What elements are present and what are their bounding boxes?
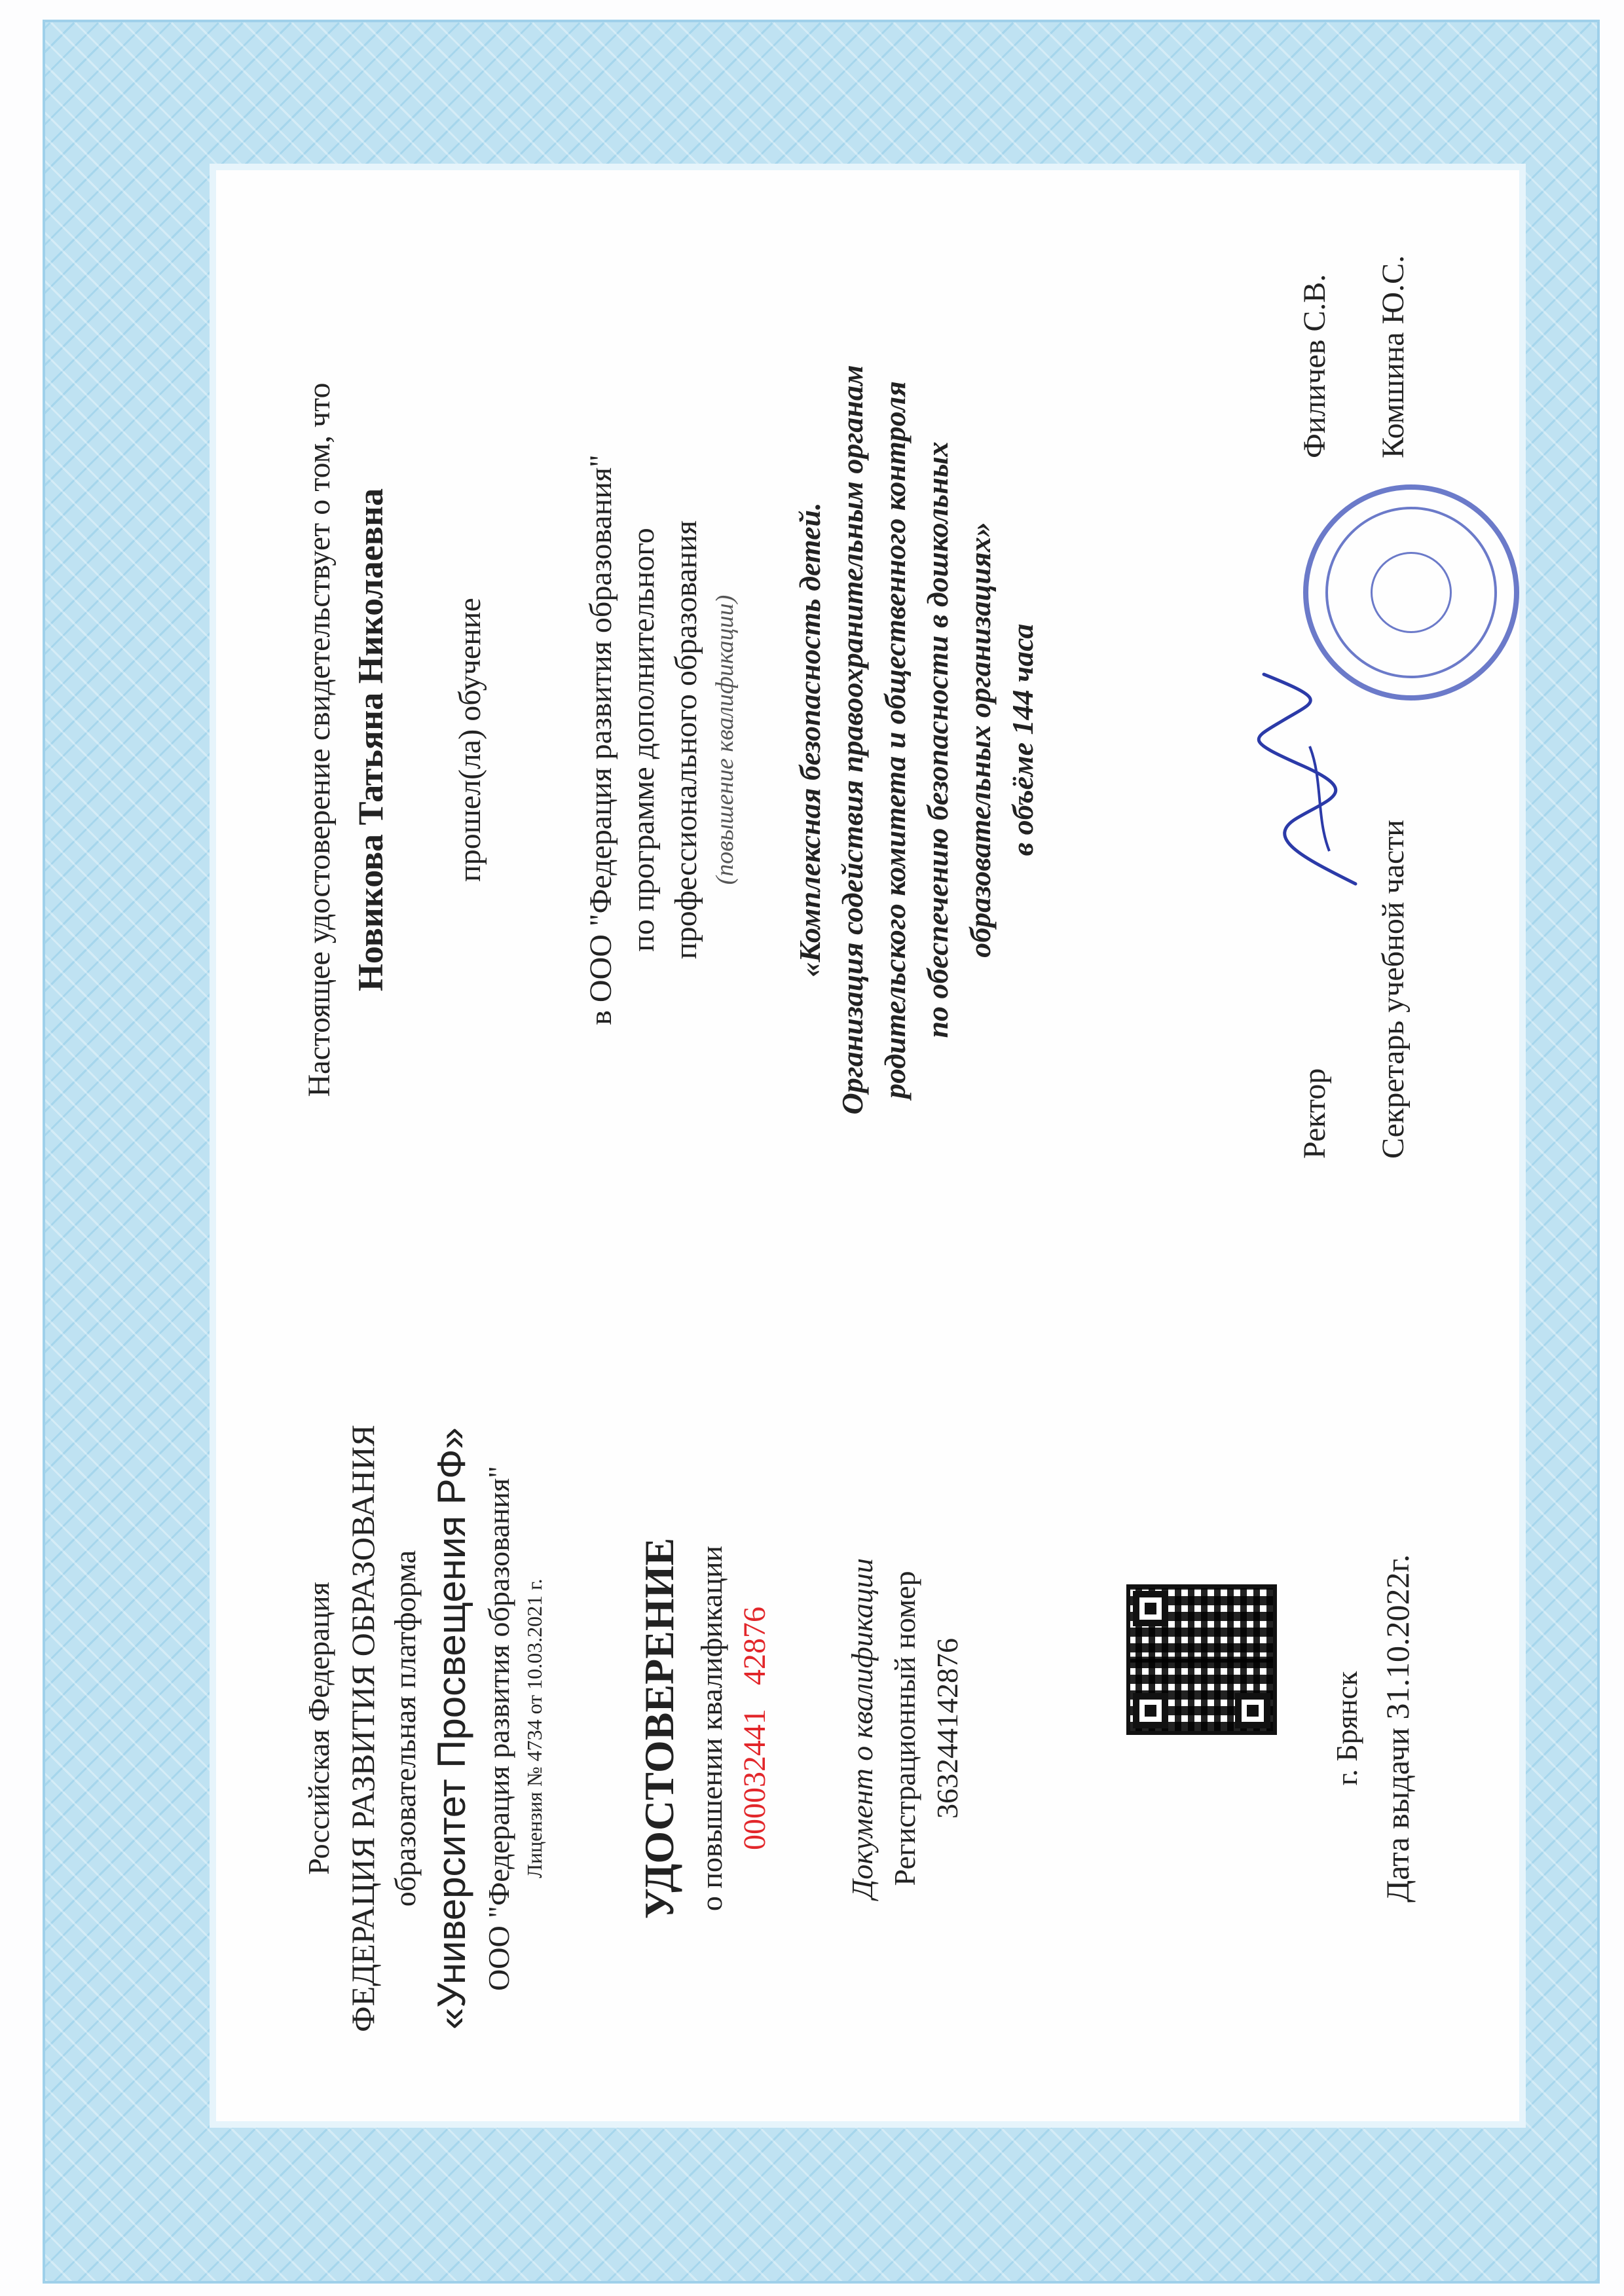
rector-title: Ректор bbox=[1297, 1068, 1332, 1159]
person-name: Новикова Татьяна Николаевна bbox=[351, 488, 390, 992]
registration-label: Регистрационный номер bbox=[888, 1571, 921, 1886]
country-label: Российская Федерация bbox=[302, 1582, 335, 1875]
license-line: Лицензия № 4734 от 10.03.2021 г. bbox=[523, 1578, 546, 1878]
series-number: 000032441 bbox=[737, 1709, 772, 1850]
secretary-name: Комшина Ю.С. bbox=[1376, 255, 1411, 458]
document-number bbox=[737, 1336, 773, 2121]
certificate-sheet bbox=[216, 170, 1519, 2121]
program-type: (повышение квалификации) bbox=[711, 594, 739, 885]
organization-line: в ООО "Федерация развития образования" bbox=[583, 454, 618, 1025]
official-stamp bbox=[1303, 484, 1519, 701]
course-hours: в объёме 144 часа bbox=[1006, 623, 1039, 856]
program-line-2: профессионального образования bbox=[669, 520, 703, 960]
course-title-1: «Комплексная безопасность детей. bbox=[793, 502, 826, 977]
program-line-1: по программе дополнительного bbox=[626, 528, 661, 952]
course-title-4: по обеспечению безопасности в дошкольных bbox=[921, 441, 954, 1038]
secretary-title: Секретарь учебной части bbox=[1376, 820, 1411, 1159]
platform-label: образовательная платформа bbox=[388, 1550, 422, 1907]
trained-text: прошел(ла) обучение bbox=[452, 598, 487, 882]
federation-label: ФЕДЕРАЦИЯ РАЗВИТИЯ ОБРАЗОВАНИЯ bbox=[344, 1425, 381, 2032]
certificate-number: 42876 bbox=[737, 1607, 772, 1685]
qr-code bbox=[1126, 1584, 1277, 1735]
city-label: г. Брянск bbox=[1330, 1671, 1363, 1786]
document-subtitle: о повышении квалификации bbox=[695, 1545, 728, 1912]
intro-text: Настоящее удостоверение свидетельствует о том, что bbox=[302, 382, 337, 1097]
registration-number: 363244142876 bbox=[931, 1638, 964, 1819]
course-title-3: родительского комитета и общественного контроля bbox=[878, 381, 912, 1099]
organization-name: ООО "Федерация развития образования" bbox=[482, 1466, 515, 1991]
document-title: УДОСТОВЕРЕНИЕ bbox=[636, 1537, 682, 1920]
issue-date: Дата выдачи 31.10.2022г. bbox=[1379, 1554, 1416, 1903]
course-title-5: образовательных организациях» bbox=[963, 522, 997, 958]
course-title-2: Организация содействия правоохранительным органам bbox=[836, 365, 869, 1115]
rector-name: Филичев С.В. bbox=[1297, 274, 1332, 458]
certificate-content bbox=[216, 170, 1519, 2121]
document-type: Документ о квалификации bbox=[845, 1558, 879, 1899]
platform-name: «Университет Просвещения РФ» bbox=[430, 1427, 473, 2030]
